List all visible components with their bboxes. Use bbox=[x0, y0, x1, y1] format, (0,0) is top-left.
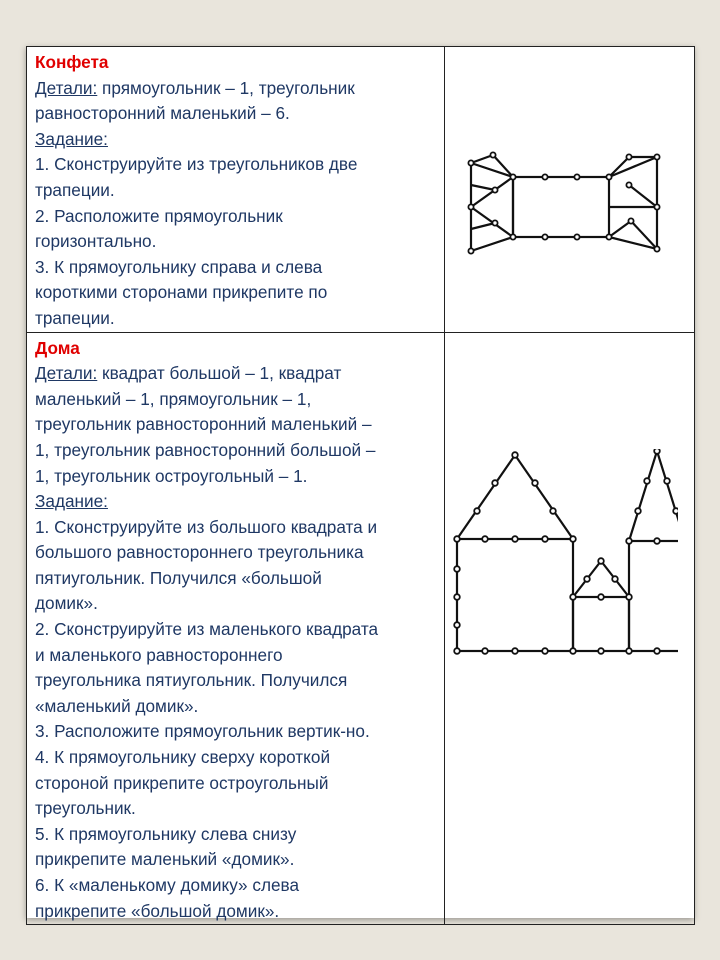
houses-joint bbox=[635, 508, 641, 514]
houses-joint bbox=[584, 576, 590, 582]
houses-joint bbox=[654, 538, 660, 544]
candy-left-edge bbox=[471, 185, 495, 190]
houses-task-line: пятиугольник. Получился «большой bbox=[35, 567, 322, 588]
houses-joint bbox=[612, 576, 618, 582]
houses-joint bbox=[654, 648, 660, 654]
candy-joint bbox=[606, 234, 611, 239]
houses-joint bbox=[570, 648, 576, 654]
houses-task-line: 5. К прямоугольнику слева снизу bbox=[35, 823, 297, 844]
slide bbox=[26, 46, 694, 921]
houses-text-cell bbox=[27, 332, 445, 925]
houses-task-line: 2. Сконструируйте из маленького квадрата bbox=[35, 619, 379, 640]
houses-joint bbox=[542, 648, 548, 654]
houses-details-line: треугольник равносторонний маленький – bbox=[35, 414, 372, 435]
candy-rectangle bbox=[513, 177, 609, 237]
tower-rectangle bbox=[629, 541, 678, 651]
candy-right-edge bbox=[629, 185, 657, 207]
candy-picture-cell bbox=[445, 47, 695, 333]
houses-joint bbox=[598, 594, 604, 600]
houses-task-line: 3. Расположите прямоугольник вертик-но. bbox=[35, 721, 370, 742]
candy-task-label: Задание: bbox=[35, 128, 108, 149]
candy-left-trapezoid bbox=[471, 163, 513, 251]
houses-picture-cell bbox=[445, 332, 695, 925]
row-candy bbox=[27, 47, 695, 333]
houses-task-line: домик». bbox=[35, 593, 98, 614]
houses-task-line: большого равностороннего треугольника bbox=[35, 542, 364, 563]
houses-joint bbox=[598, 558, 604, 564]
candy-task-line: трапеции. bbox=[35, 307, 115, 328]
houses-task-line: 6. К «маленькому домику» слева bbox=[35, 875, 300, 895]
candy-task-line: 2. Расположите прямоугольник bbox=[35, 205, 283, 226]
houses-details-line: маленький – 1, прямоугольник – 1, bbox=[35, 388, 312, 409]
candy-task-line: короткими сторонами прикрепите по bbox=[35, 282, 328, 303]
candy-details-line2: равносторонний маленький – 6. bbox=[35, 103, 290, 124]
houses-joint bbox=[550, 508, 556, 514]
candy-joint bbox=[654, 154, 659, 159]
candy-task-line: горизонтально. bbox=[35, 231, 157, 252]
houses-joint bbox=[673, 508, 678, 514]
candy-text-cell bbox=[27, 47, 445, 333]
candy-joint bbox=[492, 220, 497, 225]
candy-left-edge bbox=[471, 223, 495, 229]
candy-joint bbox=[626, 154, 631, 159]
houses-joint bbox=[570, 536, 576, 542]
candy-joint bbox=[654, 246, 659, 251]
candy-left-edge bbox=[471, 155, 493, 163]
houses-details-line: 1, треугольник равносторонний большой – bbox=[35, 439, 376, 460]
houses-joint bbox=[598, 648, 604, 654]
houses-joint bbox=[626, 538, 632, 544]
houses-details-label: Детали: bbox=[35, 363, 98, 384]
candy-joint bbox=[490, 152, 495, 157]
houses-task-line: «маленький домик». bbox=[35, 695, 199, 716]
candy-joint bbox=[468, 204, 473, 209]
houses-task-line: и маленького равностороннего bbox=[35, 644, 283, 665]
houses-task-line: прикрепите маленький «домик». bbox=[35, 849, 295, 870]
houses-joint bbox=[570, 594, 576, 600]
big-house-square bbox=[457, 539, 573, 651]
houses-details-line: 1, треугольник остроугольный – 1. bbox=[35, 465, 308, 486]
houses-joint bbox=[664, 478, 670, 484]
houses-joint bbox=[644, 478, 650, 484]
candy-joint bbox=[468, 160, 473, 165]
houses-joint bbox=[626, 594, 632, 600]
houses-joint bbox=[454, 622, 460, 628]
small-house-roof bbox=[573, 561, 629, 597]
tower-roof bbox=[629, 451, 678, 541]
houses-task-line: стороной прикрепите остроугольный bbox=[35, 772, 329, 793]
candy-details-label: Детали: bbox=[35, 77, 98, 98]
houses-joint bbox=[482, 648, 488, 654]
task-table bbox=[26, 46, 695, 925]
houses-joint bbox=[482, 536, 488, 542]
houses-task-line: 4. К прямоугольнику сверху короткой bbox=[35, 747, 331, 768]
candy-details-line1: прямоугольник – 1, треугольник bbox=[97, 77, 355, 98]
candy-joint bbox=[510, 234, 515, 239]
candy-task-line: трапеции. bbox=[35, 179, 115, 200]
candy-joint bbox=[468, 248, 473, 253]
houses-joint bbox=[512, 536, 518, 542]
candy-task-line: 1. Сконструируйте из треугольников две bbox=[35, 154, 358, 175]
houses-joint bbox=[654, 449, 660, 454]
candy-title: Конфета bbox=[35, 52, 109, 72]
candy-joint bbox=[510, 174, 515, 179]
candy-right-edge bbox=[609, 221, 631, 237]
houses-task-line: 1. Сконструируйте из большого квадрата и bbox=[35, 516, 378, 537]
candy-left-edge bbox=[471, 177, 513, 207]
houses-joint bbox=[512, 452, 518, 458]
candy-figure bbox=[445, 145, 678, 265]
candy-joint bbox=[628, 218, 633, 223]
houses-joint bbox=[542, 536, 548, 542]
candy-details bbox=[35, 76, 436, 102]
houses-details-line1: квадрат большой – 1, квадрат bbox=[97, 363, 342, 384]
candy-joint bbox=[574, 234, 579, 239]
houses-joint bbox=[512, 648, 518, 654]
houses-task-label: Задание: bbox=[35, 491, 108, 512]
candy-task-line: 3. К прямоугольнику справа и слева bbox=[35, 256, 323, 277]
houses-joint bbox=[454, 536, 460, 542]
houses-figure bbox=[445, 449, 678, 689]
houses-joint bbox=[454, 648, 460, 654]
houses-joint bbox=[492, 480, 498, 486]
big-house-roof bbox=[457, 455, 573, 539]
candy-joint bbox=[574, 174, 579, 179]
candy-joint bbox=[654, 204, 659, 209]
houses-task-line: прикрепите «большой домик». bbox=[35, 900, 280, 921]
houses-task-line: треугольник. bbox=[35, 798, 136, 819]
houses-joint bbox=[454, 594, 460, 600]
houses-joint bbox=[532, 480, 538, 486]
houses-joint bbox=[474, 508, 480, 514]
houses-details bbox=[35, 361, 436, 387]
candy-joint bbox=[542, 234, 547, 239]
houses-task-line: треугольника пятиугольник. Получился bbox=[35, 670, 348, 691]
candy-joint bbox=[626, 182, 631, 187]
houses-title: Дома bbox=[35, 337, 80, 358]
houses-joint bbox=[454, 566, 460, 572]
candy-joint bbox=[606, 174, 611, 179]
candy-joint bbox=[492, 187, 497, 192]
candy-joint bbox=[542, 174, 547, 179]
row-houses bbox=[27, 332, 695, 925]
small-house-square bbox=[573, 597, 629, 651]
houses-joint bbox=[626, 648, 632, 654]
